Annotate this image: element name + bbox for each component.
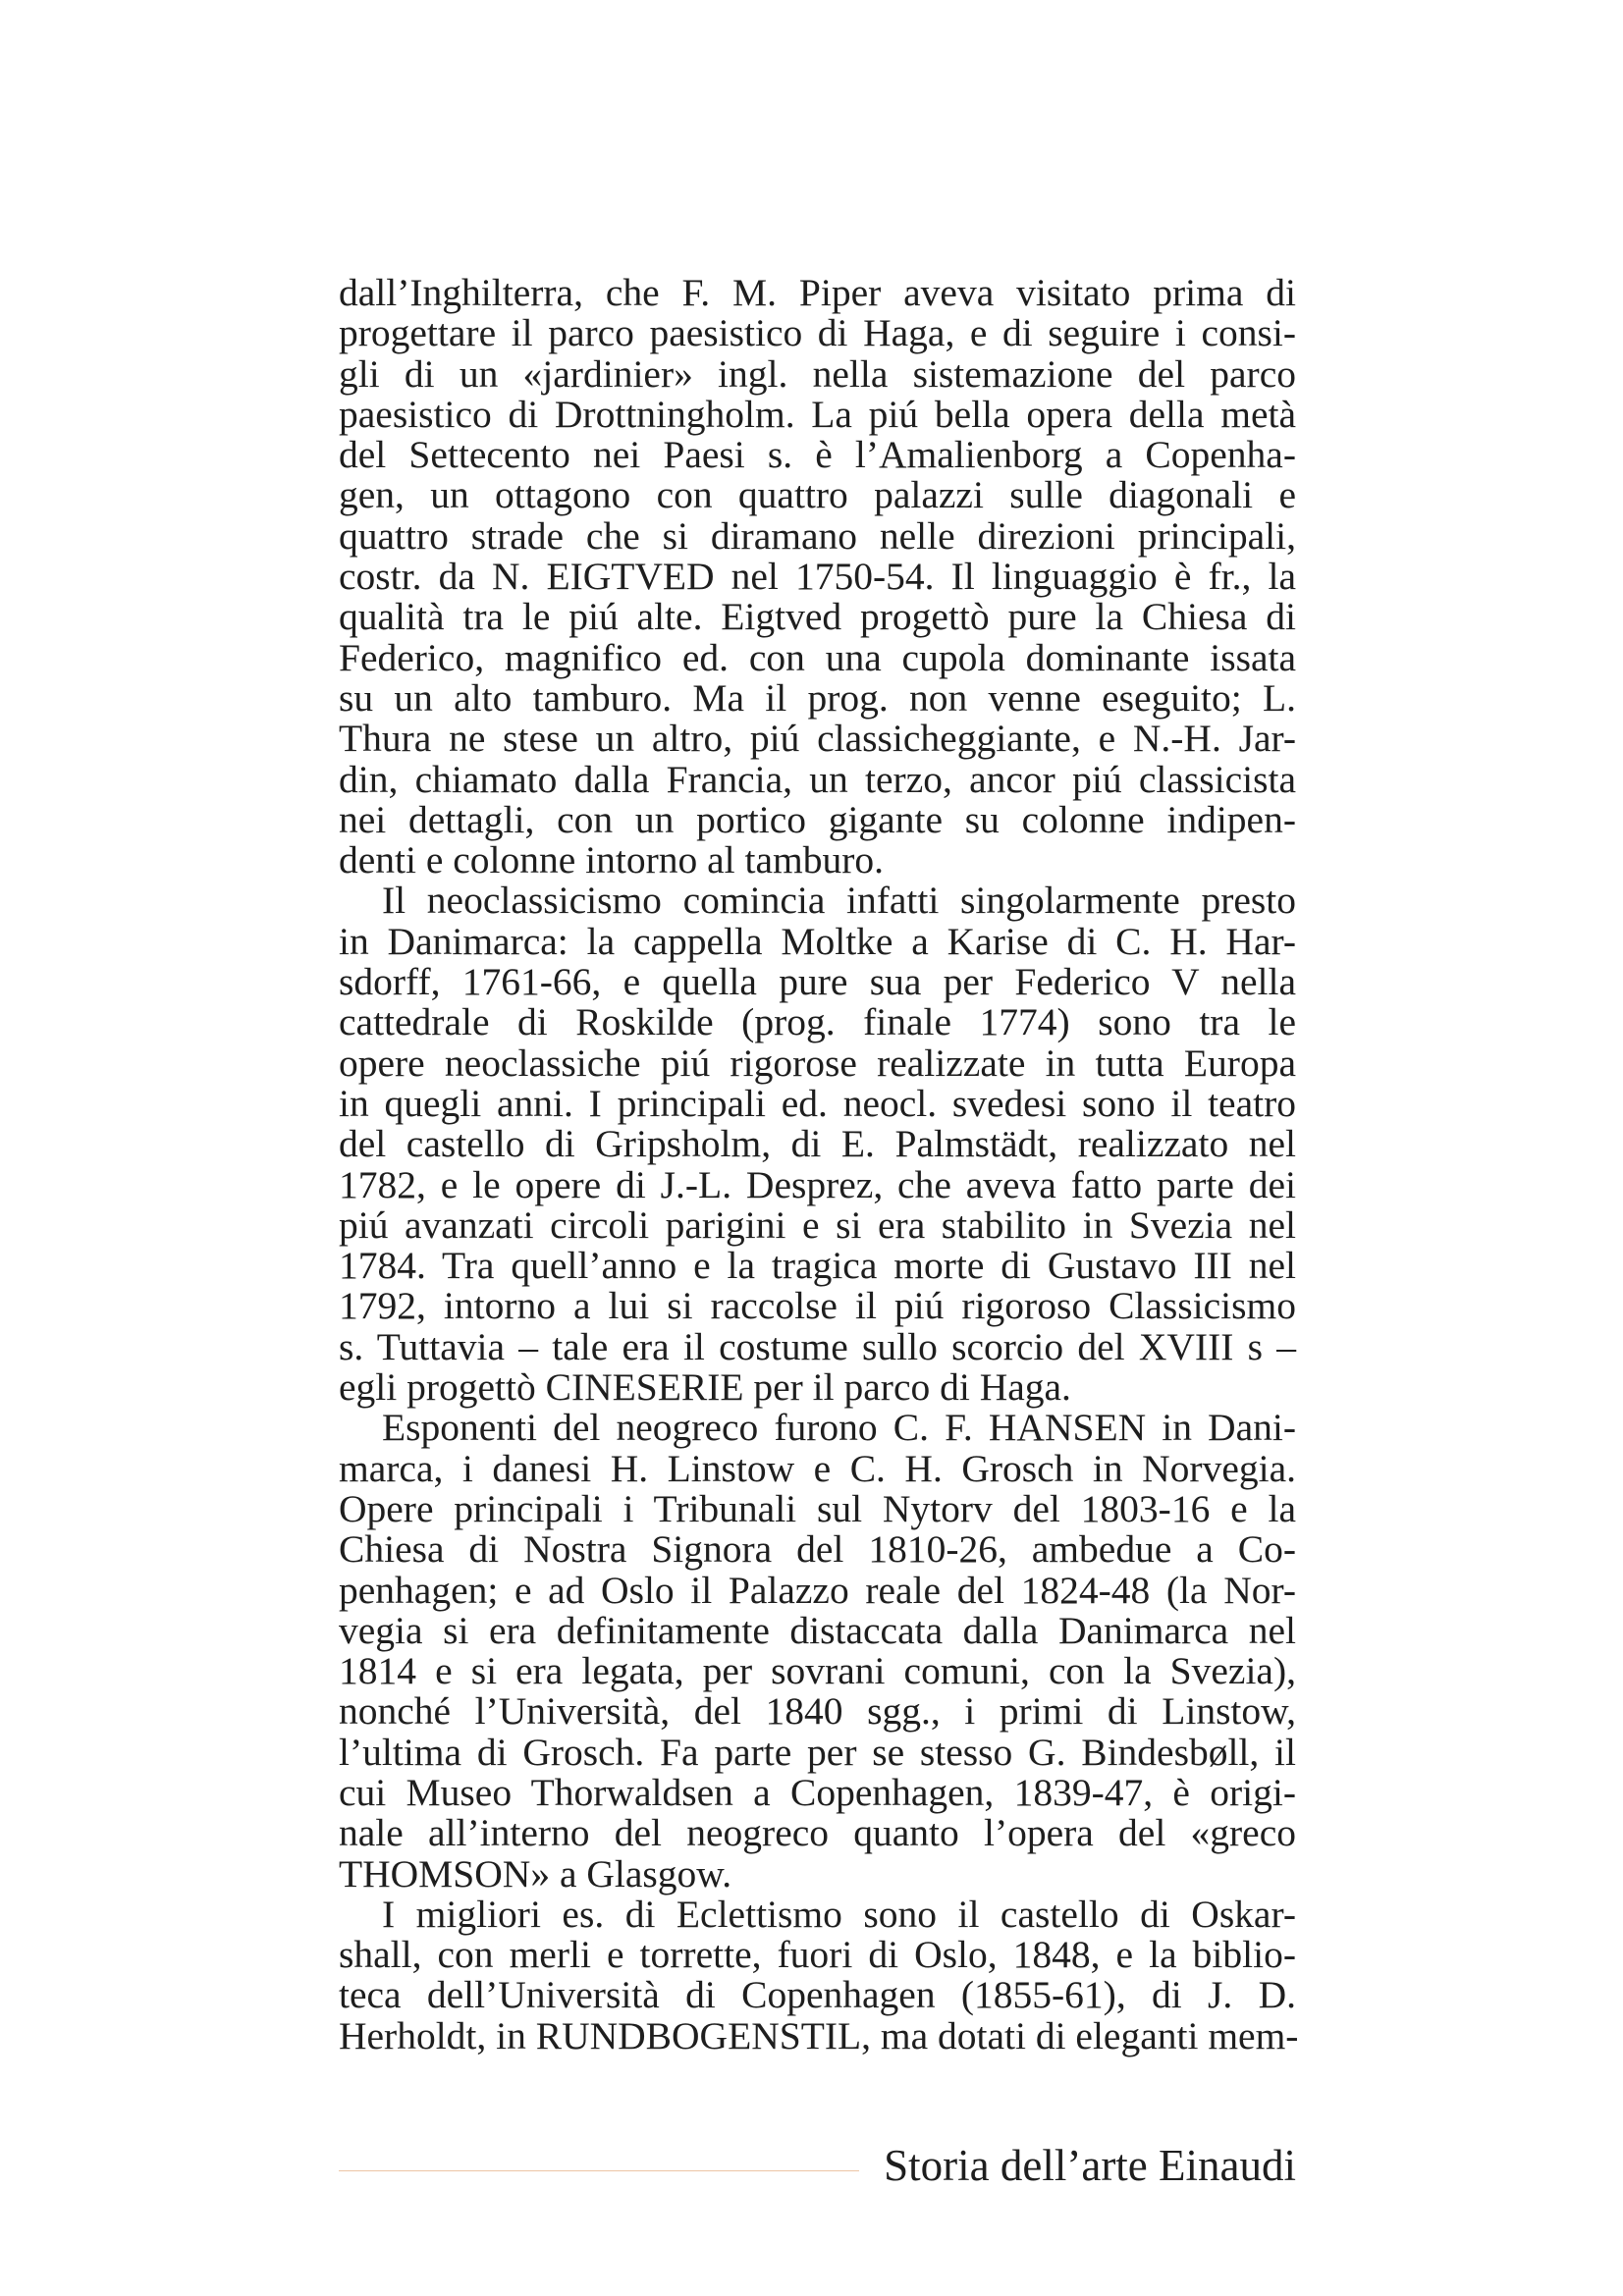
text-line: nale all’interno del neogreco quanto l’opera del «greco xyxy=(339,1811,1296,1855)
text-line: shall, con merli e torrette, fuori di Oslo, 1848, e la biblio- xyxy=(339,1933,1296,1977)
text-line: gen, un ottagono con quattro palazzi sulle diagonali e xyxy=(339,473,1296,517)
text-line: piú avanzati circoli parigini e si era stabilito in Svezia nel xyxy=(339,1202,1296,1247)
text-line: Il neoclassicismo comincia infatti singolarmente presto xyxy=(382,879,1296,923)
footer-rule xyxy=(339,2170,859,2171)
text-line: paesistico di Drottningholm. La piú bella opera della metà xyxy=(339,392,1296,436)
text-line: penhagen; e ad Oslo il Palazzo reale del 1824-48 (la Nor- xyxy=(339,1568,1296,1612)
text-line: progettare il parco paesistico di Haga, e di seguire i consi- xyxy=(339,311,1296,355)
text-line: teca dell’Università di Copenhagen (1855-61), di J. D. xyxy=(339,1973,1296,2017)
text-line: opere neoclassiche piú rigorose realizzate in tutta Europa xyxy=(339,1041,1296,1085)
text-line: Opere principali i Tribunali sul Nytorv del 1803-16 e la xyxy=(339,1486,1296,1530)
paragraph xyxy=(339,1408,1296,1895)
body-text xyxy=(339,271,1299,2057)
text-line: din, chiamato dalla Francia, un terzo, ancor piú classicista xyxy=(339,757,1296,801)
text-line: Herholdt, in RUNDBOGENSTIL, ma dotati di eleganti mem- xyxy=(339,2013,1299,2057)
text-line: denti e colonne intorno al tamburo. xyxy=(339,838,885,882)
paragraph xyxy=(339,881,1296,1408)
text-line: 1782, e le opere di J.-L. Desprez, che aveva fatto parte dei xyxy=(339,1162,1296,1206)
text-line: Federico, magnifico ed. con una cupola dominante issata xyxy=(339,635,1296,679)
text-line: su un alto tamburo. Ma il prog. non venne eseguito; L. xyxy=(339,675,1296,720)
text-line: Chiesa di Nostra Signora del 1810-26, ambedue a Co- xyxy=(339,1527,1296,1572)
text-line: THOMSON» a Glasgow. xyxy=(339,1851,732,1896)
text-line: egli progettò CINESERIE per il parco di Haga. xyxy=(339,1365,1071,1410)
text-line: s. Tuttavia – tale era il costume sullo scorcio del XVIII s – xyxy=(339,1324,1296,1368)
text-line: 1784. Tra quell’anno e la tragica morte di Gustavo III nel xyxy=(339,1244,1296,1288)
text-line: nei dettagli, con un portico gigante su colonne indipen- xyxy=(339,797,1296,841)
text-line: Thura ne stese un altro, piú classicheggiante, e N.-H. Jar- xyxy=(339,717,1296,761)
text-line: quattro strade che si diramano nelle direzioni principali, xyxy=(339,513,1296,558)
text-line: sdorff, 1761-66, e quella pure sua per Federico V nella xyxy=(339,960,1296,1004)
text-line: dall’Inghilterra, che F. M. Piper aveva visitato prima di xyxy=(339,271,1296,314)
text-line: gli di un «jardinier» ingl. nella sistemazione del parco xyxy=(339,351,1296,396)
text-line: I migliori es. di Eclettismo sono il castello di Oskar- xyxy=(382,1892,1296,1936)
text-line: del Settecento nei Paesi s. è l’Amalienborg a Copenha- xyxy=(339,433,1296,477)
text-line: 1814 e si era legata, per sovrani comuni, con la Svezia), xyxy=(339,1649,1296,1693)
text-line: costr. da N. EIGTVED nel 1750-54. Il linguaggio è fr., la xyxy=(339,555,1296,599)
text-line: l’ultima di Grosch. Fa parte per se stesso G. Bindesbøll, il xyxy=(339,1730,1296,1774)
text-line: nonché l’Università, del 1840 sgg., i primi di Linstow, xyxy=(339,1689,1296,1734)
text-line: del castello di Gripsholm, di E. Palmstädt, realizzato nel xyxy=(339,1122,1296,1166)
text-line: 1792, intorno a lui si raccolse il piú rigoroso Classicismo xyxy=(339,1284,1296,1328)
text-line: cui Museo Thorwaldsen a Copenhagen, 1839-47, è origi- xyxy=(339,1770,1296,1814)
paragraph xyxy=(339,273,1296,881)
text-line: cattedrale di Roskilde (prog. finale 1774) sono tra le xyxy=(339,1000,1296,1044)
text-line: Esponenti del neogreco furono C. F. HANSEN in Dani- xyxy=(382,1406,1296,1450)
footer-title: Storia dell’arte Einaudi xyxy=(884,2141,1296,2190)
text-line: in Danimarca: la cappella Moltke a Karise di C. H. Har- xyxy=(339,919,1296,963)
text-line: in quegli anni. I principali ed. neocl. svedesi sono il teatro xyxy=(339,1081,1296,1125)
paragraph xyxy=(339,1892,1299,2057)
text-line: vegia si era definitamente distaccata dalla Danimarca nel xyxy=(339,1608,1296,1652)
text-line: marca, i danesi H. Linstow e C. H. Grosch in Norvegia. xyxy=(339,1446,1296,1490)
text-line: qualità tra le piú alte. Eigtved progettò pure la Chiesa di xyxy=(339,595,1296,639)
